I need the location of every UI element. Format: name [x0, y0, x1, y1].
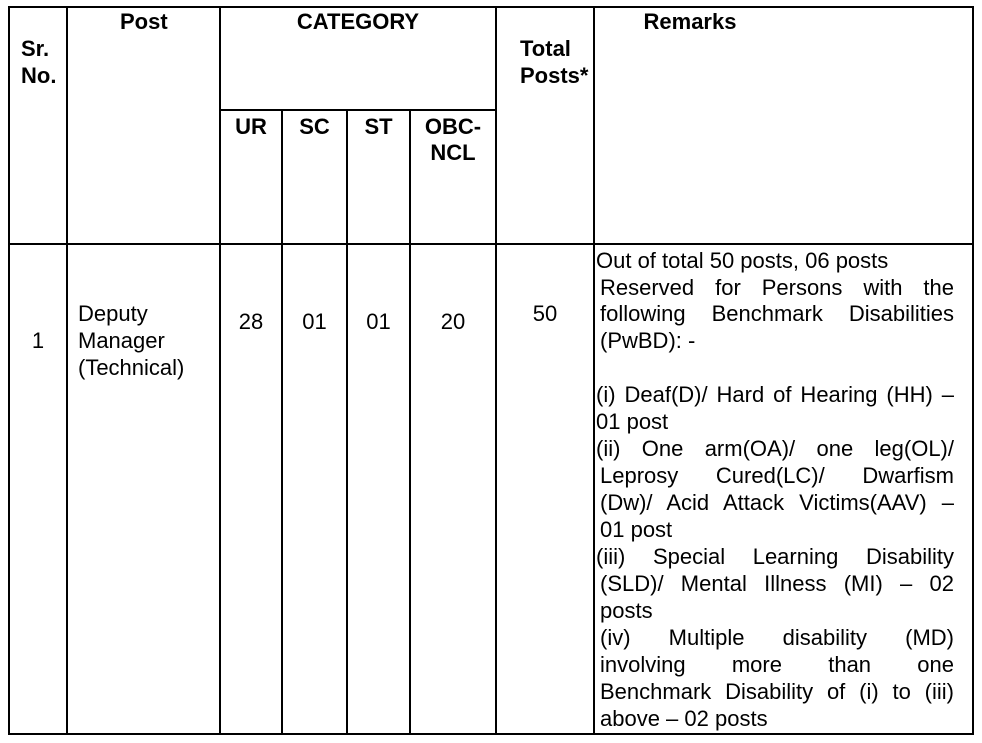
remark-line: (i) Deaf(D)/ Hard of Hearing (HH) – — [596, 382, 954, 407]
remark-line: (SLD)/ Mental Illness (MI) – 02 — [600, 571, 954, 596]
header-ur: UR — [235, 114, 267, 139]
row-sr-no: 1 — [31, 328, 45, 353]
remark-line: involving more than one — [600, 652, 954, 677]
header-obc-line1: OBC- — [424, 114, 482, 139]
row-post-line1: Deputy — [78, 301, 148, 326]
remark-line: Reserved for Persons with the — [600, 275, 954, 300]
col-divider-post — [66, 6, 68, 735]
remark-line: (PwBD): - — [600, 328, 696, 353]
header-remarks: Remarks — [643, 9, 737, 34]
remark-line: 01 post — [596, 409, 669, 434]
row-total: 50 — [532, 301, 558, 326]
header-post: Post — [120, 9, 168, 34]
header-sr-no-line1: Sr. — [21, 36, 50, 61]
remark-line: (iii) Special Learning Disability — [596, 544, 954, 569]
remark-line: Benchmark Disability of (i) to (iii) — [600, 679, 954, 704]
header-total-posts-line1: Total — [520, 36, 571, 61]
col-divider-sc — [281, 110, 283, 735]
remark-line: following Benchmark Disabilities — [600, 301, 954, 326]
row-obc-ncl: 20 — [440, 309, 466, 334]
col-divider-total — [495, 6, 497, 735]
remark-line: posts — [600, 598, 653, 623]
header-category: CATEGORY — [296, 9, 420, 34]
header-sc: SC — [299, 114, 330, 139]
remark-line: Leprosy Cured(LC)/ Dwarfism — [600, 463, 954, 488]
table-border-right — [972, 6, 974, 735]
remark-line: Out of total 50 posts, 06 posts — [596, 248, 889, 273]
table-border-left — [8, 6, 10, 735]
col-divider-obc — [409, 110, 411, 735]
header-sr-no-line2: No. — [21, 63, 57, 88]
col-divider-st — [346, 110, 348, 735]
header-bottom-border — [8, 243, 974, 245]
remark-line: 01 post — [600, 517, 673, 542]
row-sc: 01 — [302, 309, 327, 334]
category-divider — [220, 109, 496, 111]
col-divider-remarks — [593, 6, 595, 735]
row-post-line2: Manager — [78, 328, 165, 353]
remark-line: (iv) Multiple disability (MD) — [600, 625, 954, 650]
row-st: 01 — [366, 309, 391, 334]
row-post-line3: (Technical) — [78, 355, 185, 380]
header-obc-line2: NCL — [430, 140, 476, 165]
remark-line: above – 02 posts — [600, 706, 768, 731]
row-ur: 28 — [238, 309, 264, 334]
table-border-bottom — [8, 733, 974, 735]
remark-line: (ii) One arm(OA)/ one leg(OL)/ — [596, 436, 954, 461]
remark-line: (Dw)/ Acid Attack Victims(AAV) – — [600, 490, 954, 515]
header-total-posts-line2: Posts* — [520, 63, 589, 88]
header-st: ST — [364, 114, 393, 139]
